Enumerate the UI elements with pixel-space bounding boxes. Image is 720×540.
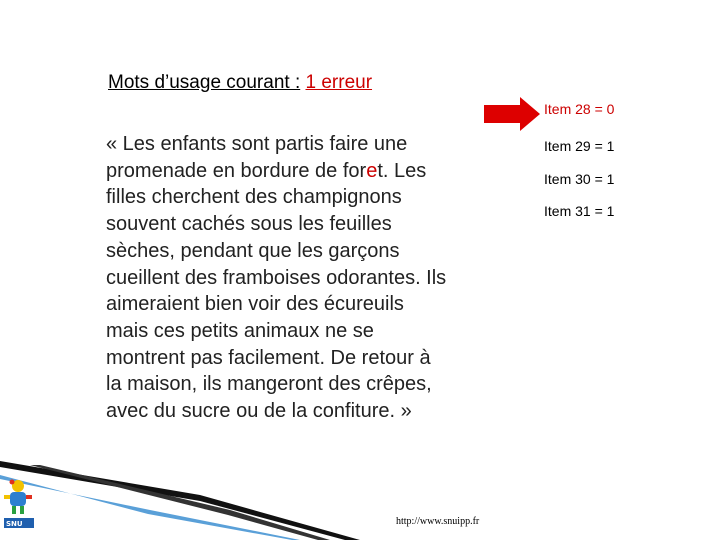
item-30-score: Item 30 = 1 (544, 171, 615, 187)
decorative-swoosh (0, 455, 360, 540)
snuipp-logo (0, 452, 40, 538)
passage-line: filles cherchent des champignons (106, 186, 402, 209)
right-arrow-icon (484, 97, 540, 131)
item-31-score: Item 31 = 1 (544, 203, 615, 219)
passage-text: promenade en bordure de for (106, 159, 367, 182)
footer-url: http://www.snuipp.fr (396, 516, 480, 527)
title-label: Mots d’usage courant : (108, 72, 301, 93)
passage-line: mais ces petits animaux ne se (106, 319, 374, 342)
passage-line: montrent pas facilement. De retour à (106, 346, 431, 369)
passage-line (106, 158, 536, 185)
passage-line: cueillent des framboises odorantes. Ils (106, 266, 447, 289)
dictation-passage (106, 131, 536, 425)
passage-line: aimeraient bien voir des écureuils (106, 293, 404, 316)
passage-line: « Les enfants sont partis faire une (106, 133, 408, 155)
passage-text: t. Les (377, 159, 427, 182)
spelling-error: e (366, 159, 378, 182)
passage-line: souvent cachés sous les feuilles (106, 213, 392, 236)
passage-line: sèches, pendant que les garçons (106, 239, 400, 262)
svg-text:SNU: SNU (6, 520, 23, 528)
item-28-score: Item 28 = 0 (544, 101, 615, 117)
passage-line: la maison, ils mangeront des crêpes, (106, 373, 432, 396)
passage-line: avec du sucre ou de la confiture. » (106, 400, 412, 423)
slide-title (108, 72, 372, 94)
item-29-score: Item 29 = 1 (544, 138, 615, 154)
error-count: 1 erreur (305, 72, 373, 93)
